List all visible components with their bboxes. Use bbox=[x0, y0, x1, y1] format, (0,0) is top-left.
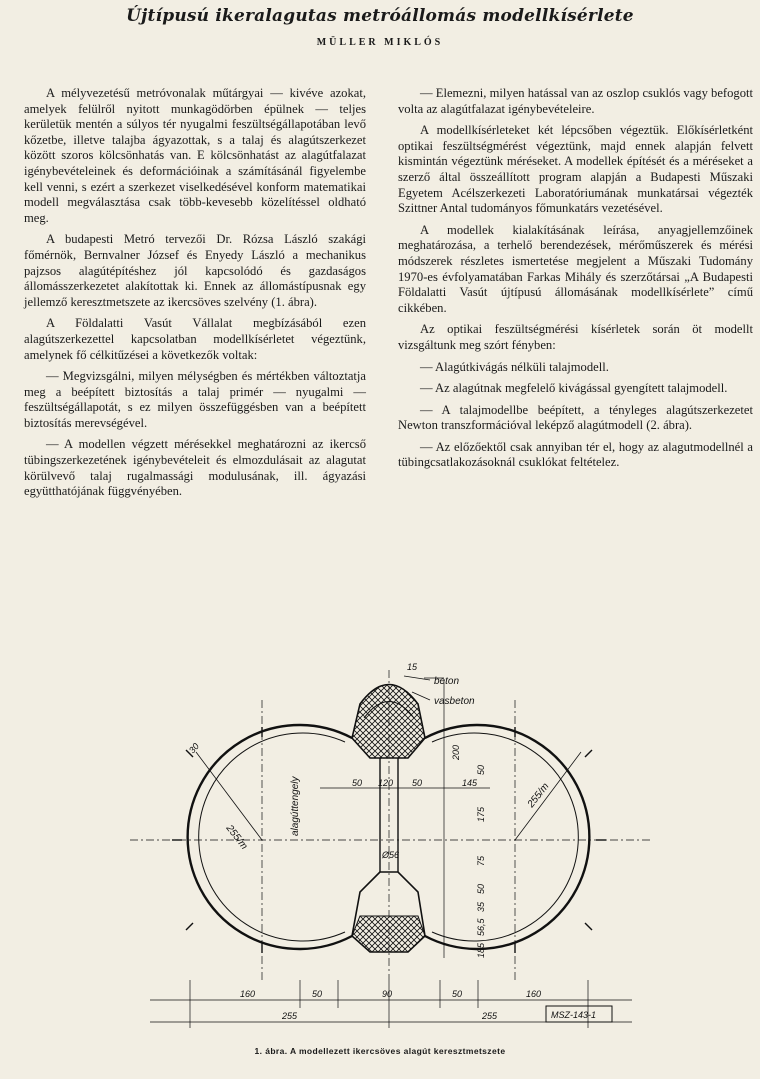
paragraph: A budapesti Metró tervezői Dr. Rózsa László szakági főmérnök, Bernvalner József és Enyedy László a mechanikus pajzsos alagútépítéshez jól kapcsolódó és gazdaságos állomásszerkezetet alakítottak ki. Ennek az állomástípusnak egy jellemző keresztmetszete az ikercsöves szelvény (1. ábra). bbox=[24, 232, 366, 309]
paragraph: — Az alagútnak megfelelő kivágással gyengített talajmodell. bbox=[420, 381, 728, 396]
dim-b-255a: 255 bbox=[282, 1011, 298, 1021]
dim-top-50a: 50 bbox=[352, 778, 363, 788]
dim-top-50b: 50 bbox=[412, 778, 423, 788]
left-tube-inner bbox=[199, 733, 345, 941]
dim-b-160a: 160 bbox=[240, 989, 256, 999]
right-tube-outer bbox=[425, 725, 589, 949]
drawing-code: MSZ-143-1 bbox=[551, 1010, 597, 1020]
paragraph: A Földalatti Vasút Vállalat megbízásából ezen alagútszerkezettel kapcsolatban modellkísérletet végeztünk, amelynek fő célkitűzései a következők voltak: bbox=[24, 316, 366, 362]
dim-v-50: 50 bbox=[476, 764, 486, 775]
paragraph: — A modellen végzett mérésekkel meghatározni az ikercső tübingszerkezetének igénybevételeit és elmozdulásait az alagutat körülvevő talaj rugalmassági modulusának, ill. ágyazási együtthatójának függvényében. bbox=[24, 437, 366, 499]
column-diameter: Ø56 bbox=[382, 850, 400, 860]
paragraph: A modellkísérleteket két lépcsőben végeztük. Előkísérletként optikai feszültségmérést végeztünk, majd ennek alapján felvett kismintán végeztünk méréseket. A modellek építését és a méréseket a szerző által összeállított program alapján a Budapesti Műszaki Egyetem Acélszerkezeti Laboratóriumának munkatársai végezték Szittner Antal tudományos főmunkatárs vezetésével. bbox=[398, 123, 753, 216]
label-beton: beton bbox=[434, 676, 460, 687]
radius-right: 255/m bbox=[525, 781, 552, 810]
paragraph: — Az előzőektől csak annyiban tér el, hogy az alagutmodellnél a tübingcsatlakozásoknál csuklókat feltételez. bbox=[398, 439, 753, 470]
label-vasbeton: vasbeton bbox=[434, 696, 475, 707]
paragraph: A mélyvezetésű metróvonalak műtárgyai — kivéve azokat, amelyek felülről nyitott munkagödörben épülnek — teljes kerületük mentén a súlyos tér nyugalmi feszültségállapotában levő kőzetbe, illetve talajba ágyazottak, s a talaj és alagútszerkezet között szoros kölcsönhatás van. E kölcsönhatást az alagútfalazat igénybevételeinek és deformációinak a számításánál figyelembe kell venni, s ezért a szerkezet viselkedésével konform matematikai modell megválasztása csak több-kevesebb közelítéssel oldható meg. bbox=[24, 86, 366, 225]
paragraph: — A talajmodellbe beépített, a tényleges alagútszerkezetet Newton transzformációval leképző alagútmodell (2. ábra). bbox=[398, 402, 753, 433]
dim-top-145: 145 bbox=[462, 778, 478, 788]
left-column bbox=[24, 86, 366, 506]
label-alaguttengely: alagúttengely bbox=[290, 776, 301, 836]
dim-b-255b: 255 bbox=[482, 1011, 498, 1021]
dim-15: 15 bbox=[407, 662, 418, 672]
dim-v-175: 175 bbox=[476, 806, 486, 822]
dim-v-75: 75 bbox=[476, 855, 486, 866]
radius-left: 255/m bbox=[223, 823, 250, 852]
right-column bbox=[398, 86, 753, 477]
paragraph: Az optikai feszültségmérési kísérletek során öt modellt vizsgáltunk meg szórt fényben: bbox=[398, 322, 753, 352]
paragraph: — Alagútkivágás nélküli talajmodell. bbox=[420, 359, 609, 374]
dim-b-160b: 160 bbox=[526, 989, 542, 999]
tunnel-drawing bbox=[130, 670, 650, 1028]
dim-v-50b: 50 bbox=[476, 883, 486, 894]
dim-v-56: 56,5 bbox=[476, 918, 486, 936]
tunnel-cross-section-figure bbox=[0, 640, 760, 1040]
paragraph: — Megvizsgálni, milyen mélységben és mértékben változtatja meg a beépített biztosítás a talaj primér — nyugalmi — feszültségállapotát, s ez milyen összefüggésben van a beépített biztosítás merevségével. bbox=[24, 369, 366, 430]
dim-b-50a: 50 bbox=[312, 989, 323, 999]
dim-v-35: 35 bbox=[476, 901, 486, 912]
article-author: MÜLLER MIKLÓS bbox=[316, 37, 444, 48]
dim-v-185: 185 bbox=[476, 942, 486, 958]
dim-30: 30 bbox=[186, 741, 201, 756]
dim-200: 200 bbox=[451, 744, 461, 760]
paragraph: A modellek kialakításának leírása, anyagjellemzőinek meghatározása, a terhelő berendezések, mérőműszerek és mérési módszerek részletes ismertetése megjelent a Műszaki Tudomány 1970-es évfolyamatában Farkas Mihály és szerzőtársai „A Budapesti Földalatti Vasút újtípusú állomásának modellkísérlete” című cikkében. bbox=[398, 222, 753, 315]
dim-top-120: 120 bbox=[378, 778, 394, 788]
figure-caption: 1. ábra. A modellezett ikercsöves alagút keresztmetszete bbox=[254, 1046, 506, 1056]
right-tube-inner bbox=[432, 733, 578, 941]
paragraph: — Elemezni, milyen hatással van az oszlop csuklós vagy befogott volta az alagútfalazat igénybevételeire. bbox=[398, 86, 753, 116]
dim-b-50b: 50 bbox=[452, 989, 463, 999]
left-tube-outer bbox=[188, 725, 352, 949]
upper-vault-hatched bbox=[352, 685, 425, 759]
dim-b-90: 90 bbox=[382, 989, 393, 999]
article-title: Újtípusú ikeralagutas metróállomás modellkísérlete bbox=[126, 6, 634, 26]
